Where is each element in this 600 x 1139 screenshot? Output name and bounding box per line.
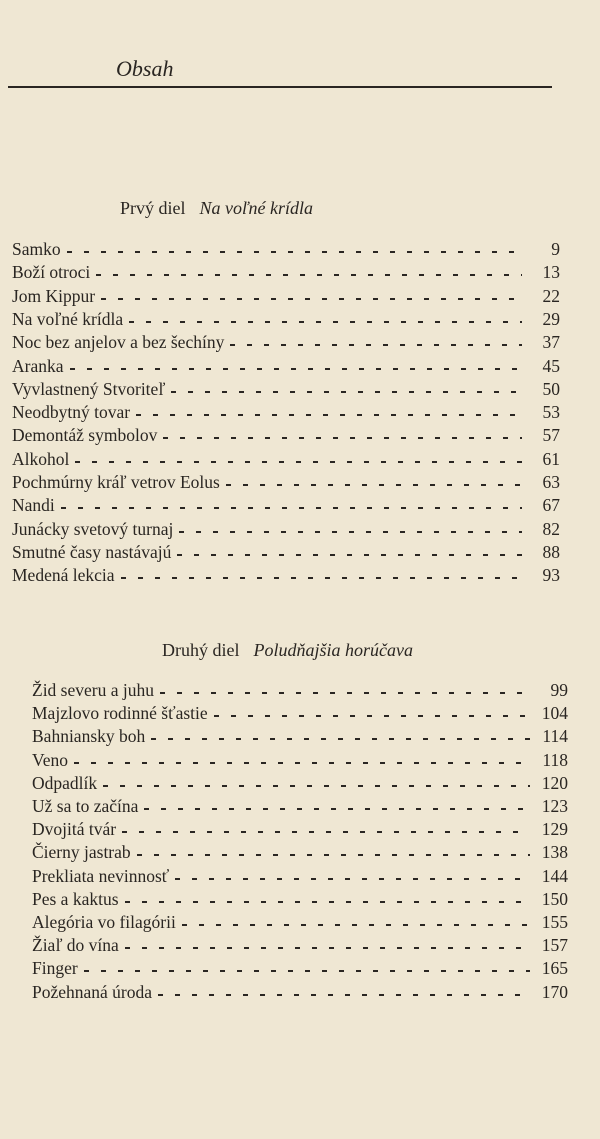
toc-entry-leader — [182, 924, 530, 926]
toc-entry-leader — [125, 901, 530, 903]
page-title: Obsah — [116, 56, 174, 81]
toc-entry-page: 9 — [551, 239, 560, 259]
toc-entry-leader — [101, 298, 522, 300]
toc-entry-page: 157 — [541, 935, 568, 956]
toc-entry-title: Vyvlastnený Stvoriteľ — [12, 378, 166, 399]
toc-entry-page: 22 — [542, 285, 560, 306]
part-2-heading — [162, 640, 413, 661]
toc-entry-title: Boží otroci — [12, 262, 91, 283]
toc-entry-title: Junácky svetový turnaj — [12, 518, 174, 539]
toc-entry-leader — [171, 391, 522, 393]
toc-entry-page: 114 — [542, 726, 568, 747]
toc-entry — [12, 376, 560, 399]
toc-entry-page: 29 — [542, 308, 560, 329]
toc-entry-title: Bahniansky boh — [32, 726, 146, 747]
toc-entry — [32, 747, 568, 770]
toc-entry — [12, 492, 560, 515]
toc-entry-title: Na voľné krídla — [12, 308, 124, 329]
toc-entry-leader — [214, 715, 530, 717]
toc-entry-page: 37 — [542, 332, 560, 353]
toc-entry — [32, 677, 568, 700]
toc-entry-leader — [121, 577, 522, 579]
toc-entry-title: Veno — [32, 749, 68, 770]
part-1-title: Na voľné krídla — [199, 198, 314, 218]
toc-entry — [12, 236, 560, 259]
toc-entry — [12, 516, 560, 539]
toc-entry — [32, 979, 568, 1002]
toc-entry-title: Samko — [12, 239, 61, 259]
toc-entry-title: Čierny jastrab — [32, 842, 131, 863]
toc-entry — [12, 399, 560, 422]
toc-entry-page: 155 — [541, 912, 568, 932]
toc-entry — [12, 562, 560, 585]
toc-entry — [32, 955, 568, 978]
toc-entry-title: Žiaľ do vína — [32, 935, 119, 956]
toc-entry-leader — [122, 831, 530, 833]
toc-entry-page: 53 — [542, 402, 560, 423]
toc-entry-page: 57 — [542, 425, 560, 446]
toc-entry-title: Neodbytný tovar — [12, 402, 131, 423]
toc-entry — [32, 886, 568, 909]
toc-entry-leader — [84, 970, 530, 972]
toc-entry — [12, 422, 560, 445]
toc-entry-page: 50 — [542, 378, 560, 399]
toc-entry — [32, 816, 568, 839]
toc-entry-leader — [160, 692, 530, 694]
toc-entry-leader — [74, 762, 530, 764]
toc-entry-leader — [129, 321, 522, 323]
toc-entry-leader — [175, 878, 530, 880]
toc-entry-page: 104 — [541, 703, 568, 724]
toc-entry-page: 144 — [541, 865, 568, 886]
part-2-label: Druhý diel — [162, 640, 240, 660]
toc-entry-title: Požehnaná úroda — [32, 981, 153, 1002]
toc-entry — [32, 793, 568, 816]
toc-entry-leader — [70, 368, 522, 370]
toc-entry-page: 165 — [541, 958, 568, 979]
toc-entry-title: Noc bez anjelov a bez šechíny — [12, 332, 225, 353]
toc-entry — [12, 259, 560, 282]
toc-entry — [12, 283, 560, 306]
toc-entry-leader — [230, 344, 522, 346]
toc-entry-title: Finger — [32, 958, 78, 979]
toc-entry — [32, 863, 568, 886]
toc-entry-page: 13 — [542, 262, 560, 283]
toc-entry-page: 129 — [541, 819, 568, 840]
toc-entry-page: 120 — [541, 772, 568, 793]
toc-entry-leader — [96, 274, 522, 276]
toc-entry — [12, 446, 560, 469]
toc-entry-leader — [137, 854, 530, 856]
toc-entry-leader — [179, 531, 522, 533]
toc-entry-title: Majzlovo rodinné šťastie — [32, 703, 208, 724]
toc-entry — [12, 353, 560, 376]
toc-entry-leader — [136, 414, 522, 416]
toc-entry-leader — [226, 484, 522, 486]
toc-entry-page: 88 — [542, 541, 560, 562]
toc-entry-page: 123 — [541, 796, 568, 816]
toc-entry-leader — [67, 251, 522, 253]
toc-entry-title: Dvojitá tvár — [32, 819, 117, 840]
part-2-title: Poludňajšia horúčava — [253, 640, 413, 660]
toc-entry-title: Prekliata nevinnosť — [32, 865, 170, 886]
toc-entry-leader — [75, 461, 522, 463]
part-1-label: Prvý diel — [120, 198, 186, 218]
toc-entry-title: Jom Kippur — [12, 285, 96, 306]
toc-entry-page: 99 — [550, 680, 568, 700]
toc-entry-title: Žid severu a juhu — [32, 680, 154, 700]
toc-entry — [12, 469, 560, 492]
toc-entry-title: Alkohol — [12, 448, 70, 469]
toc-entry-page: 138 — [541, 842, 568, 863]
toc-entry-title: Už sa to začína — [32, 796, 139, 816]
part-1-heading — [120, 198, 313, 219]
toc-entry — [32, 770, 568, 793]
toc-entry-page: 82 — [542, 518, 560, 539]
toc-entry — [32, 700, 568, 723]
toc-entry — [32, 932, 568, 955]
toc-entry-leader — [177, 554, 522, 556]
toc-entry-page: 61 — [542, 448, 560, 469]
toc-entry-title: Medená lekcia — [12, 565, 115, 586]
toc-entry-title: Aranka — [12, 355, 64, 376]
toc-entry-title: Demontáž symbolov — [12, 425, 158, 446]
toc-entry-title: Alegória vo filagórii — [32, 912, 176, 932]
toc-entry-page: 150 — [541, 888, 568, 909]
toc-entry — [32, 839, 568, 862]
toc-entry — [12, 329, 560, 352]
toc-entry-page: 170 — [541, 981, 568, 1002]
toc-entry — [12, 539, 560, 562]
toc-entry — [32, 723, 568, 746]
toc-entry-page: 63 — [542, 472, 560, 492]
toc-entry-leader — [163, 437, 522, 439]
toc-entry-leader — [144, 808, 530, 810]
toc-entry-title: Odpadlík — [32, 772, 98, 793]
toc-entry — [12, 306, 560, 329]
toc-entry-leader — [151, 738, 530, 740]
toc-entry-title: Pes a kaktus — [32, 888, 119, 909]
toc-entry-leader — [158, 994, 530, 996]
toc-entry-title: Smutné časy nastávajú — [12, 541, 172, 562]
toc-entry-leader — [125, 947, 530, 949]
toc-entry-title: Pochmúrny kráľ vetrov Eolus — [12, 472, 220, 492]
toc-entry-page: 67 — [542, 495, 560, 516]
toc-entry-title: Nandi — [12, 495, 55, 516]
toc-entry-page: 118 — [542, 749, 568, 770]
toc-entry-page: 93 — [542, 565, 560, 586]
toc-entry-leader — [61, 507, 522, 509]
header-rule — [8, 86, 552, 88]
toc-entry-page: 45 — [542, 355, 560, 376]
toc-entry — [32, 909, 568, 932]
toc-entry-leader — [103, 785, 530, 787]
